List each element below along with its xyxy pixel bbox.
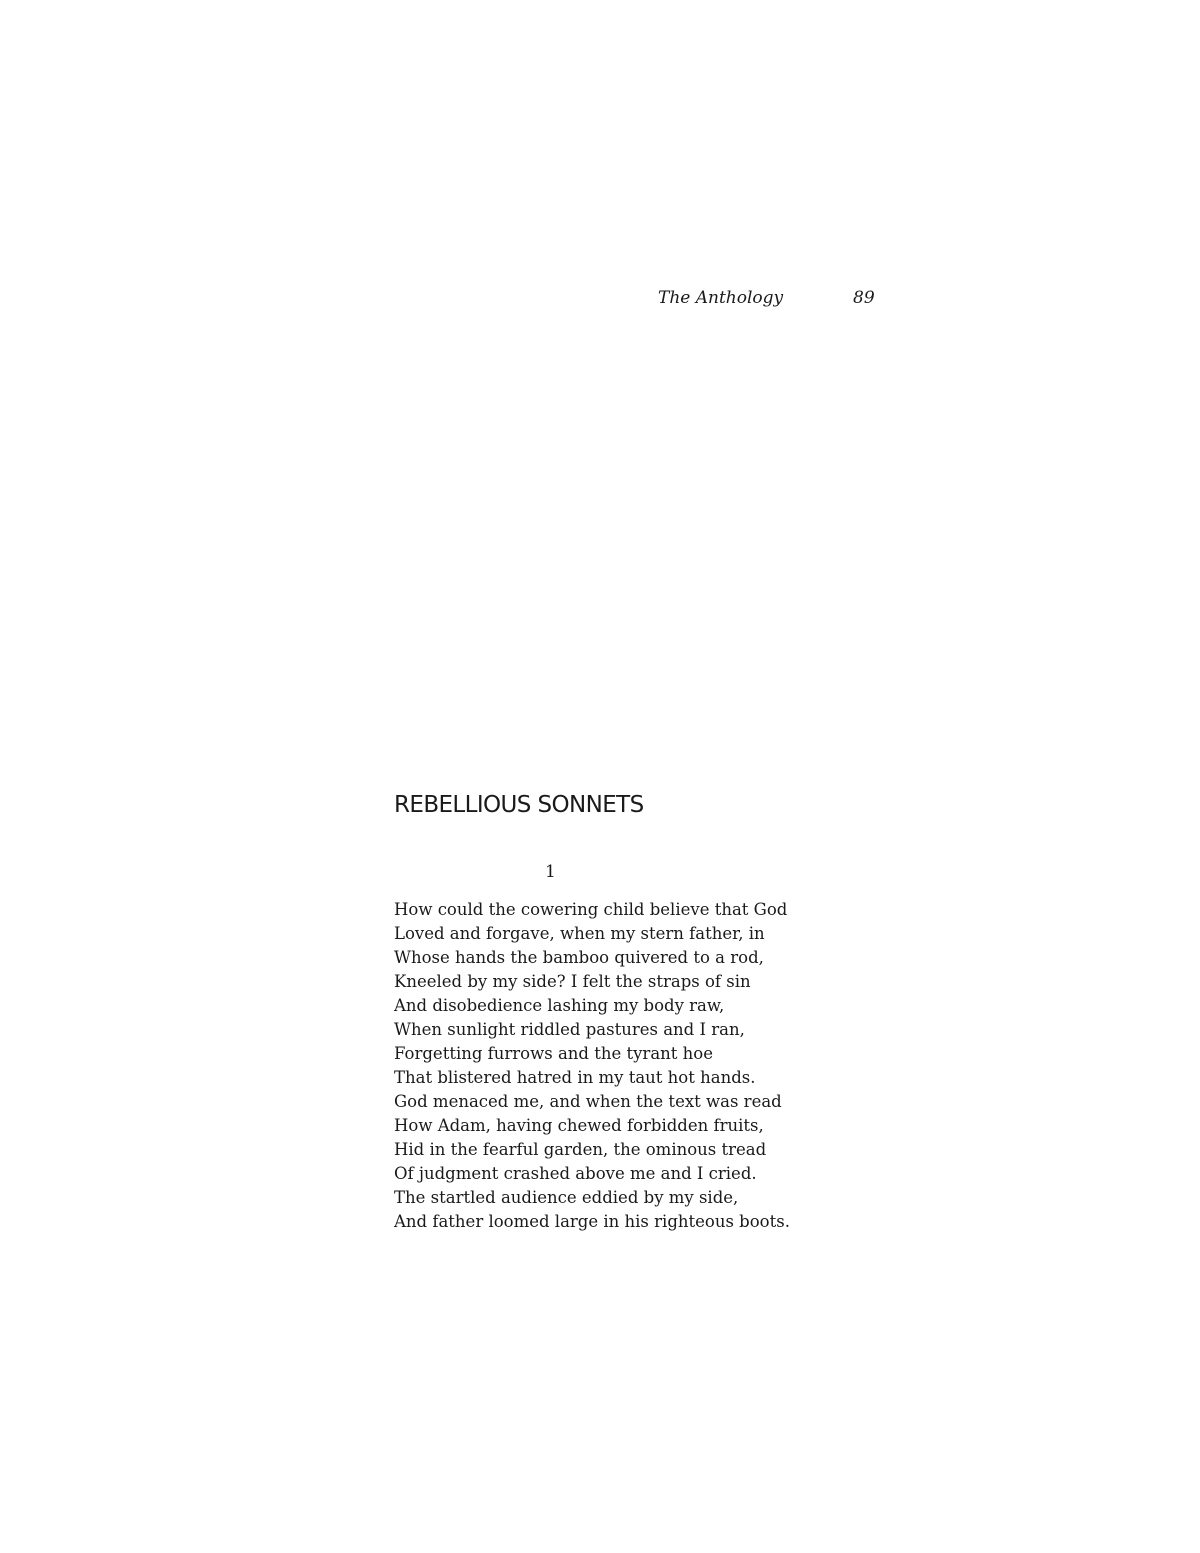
- poem-line: The startled audience eddied by my side,: [394, 1188, 739, 1207]
- page-number: 89: [853, 288, 875, 308]
- poem-line: Forgetting furrows and the tyrant hoe: [394, 1044, 713, 1063]
- poem-line: God menaced me, and when the text was read: [394, 1092, 782, 1111]
- poem-stanza: [394, 898, 834, 1234]
- poem-line: How Adam, having chewed forbidden fruits,: [394, 1116, 764, 1135]
- poem-line: How could the cowering child believe that God: [394, 900, 788, 919]
- poem-line: Whose hands the bamboo quivered to a rod,: [394, 948, 764, 967]
- running-head: [658, 288, 878, 314]
- poem-line: When sunlight riddled pastures and I ran,: [394, 1020, 745, 1039]
- poem-line: Loved and forgave, when my stern father, in: [394, 924, 765, 943]
- running-head-title: The Anthology: [658, 288, 784, 308]
- poem-line: That blistered hatred in my taut hot hands.: [394, 1068, 756, 1087]
- poem-line: And father loomed large in his righteous boots.: [394, 1212, 790, 1231]
- poem-line: Kneeled by my side? I felt the straps of sin: [394, 972, 751, 991]
- poem-title: REBELLIOUS SONNETS: [394, 792, 644, 818]
- poem-line: Hid in the fearful garden, the ominous tread: [394, 1140, 767, 1159]
- poem-line: Of judgment crashed above me and I cried.: [394, 1164, 757, 1183]
- poem-line: And disobedience lashing my body raw,: [394, 996, 725, 1015]
- sonnet-number: 1: [545, 862, 556, 882]
